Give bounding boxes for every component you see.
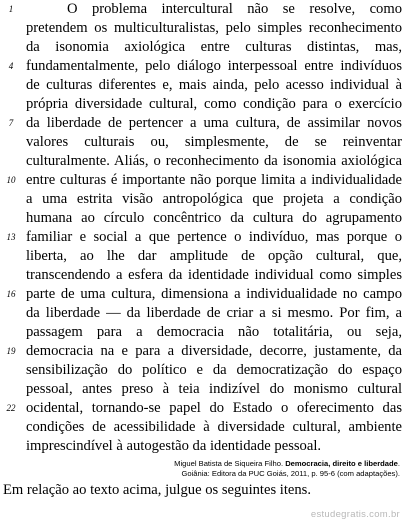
passage-line: culturalmente. Aliás, o reconhecimento da isonomia axiológica [26, 153, 402, 169]
passage-line: pessoal, antes preso à teia indizível do monismo cultural [26, 381, 402, 397]
passage-line: a uma estrita visão antropológica que projeta a condição [26, 191, 402, 207]
line-number: 22 [6, 403, 16, 413]
passage-line: da liberdade de pertencer a uma cultura, de assimilar novos [26, 115, 402, 131]
passage-line: imprescindível à autogestão da identidade pessoal. [26, 438, 322, 454]
line-number: 13 [6, 232, 16, 242]
passage-line: passagem para a democracia não totalitária, ou seja, [26, 324, 402, 340]
passage-line: O problema intercultural não se resolve, como [67, 1, 402, 17]
citation-title-end: . [397, 459, 400, 468]
passage-line: entre culturas é importante não porque limita a individualidade [26, 172, 402, 188]
passage-line: familiar e social a que pertence o indivíduo, mas porque o [26, 229, 402, 245]
citation-author: Miguel Batista de Siqueira Filho. [174, 459, 284, 468]
passage-line: liberta, ao lhe dar amplitude de opção cultural, que, [26, 248, 402, 264]
question-prompt: Em relação ao texto acima, julgue os seguintes itens. [3, 482, 311, 498]
passage-line: de culturas diferentes e, mais ainda, pelo acesso individual à [26, 77, 402, 93]
passage-line: sensibilização do político e da democratização do espaço [26, 362, 402, 378]
passage-line: humana ao círculo concêntrico da cultura do agrupamento [26, 210, 402, 226]
citation-source [100, 459, 400, 469]
line-number: 10 [6, 175, 16, 185]
citation-publisher: Goiânia: Editora da PUC Goiás, 2011, p. 95-6 (com adaptações). [181, 469, 400, 478]
passage-line: ocidental, tornando-se papel do Estado o oferecimento das [26, 400, 402, 416]
site-watermark: estudegratis.com.br [310, 509, 400, 520]
line-number: 1 [8, 4, 14, 14]
line-number: 19 [6, 346, 16, 356]
line-number: 7 [8, 118, 14, 128]
passage-line: democracia na e para a diversidade, decorre, justamente, da [26, 343, 402, 359]
passage-line: fundamentalmente, pelo diálogo interpessoal entre indivíduos [26, 58, 402, 74]
passage-line: pretendem os multiculturalistas, pelo simples reconhecimento [26, 20, 402, 36]
passage-line: valores culturais ou, simplesmente, de se reinventar [26, 134, 402, 150]
passage-line: da isonomia axiológica entre culturas distintas, mas, [26, 39, 402, 55]
passage-line: transcendendo a esfera da identidade individual como simples [26, 267, 402, 283]
citation-title: Democracia, direito e liberdade [285, 459, 398, 468]
passage-line: parte de uma cultura, dimensiona a individualidade no campo [26, 286, 402, 302]
passage-line: própria diversidade cultural, como condição para o exercício [26, 96, 402, 112]
passage-line: da liberdade — da liberdade de criar a si mesmo. Por fim, a [26, 305, 402, 321]
passage-line: condições de acessibilidade à diversidade cultural, ambiente [26, 419, 402, 435]
line-number: 4 [8, 61, 14, 71]
line-number: 16 [6, 289, 16, 299]
